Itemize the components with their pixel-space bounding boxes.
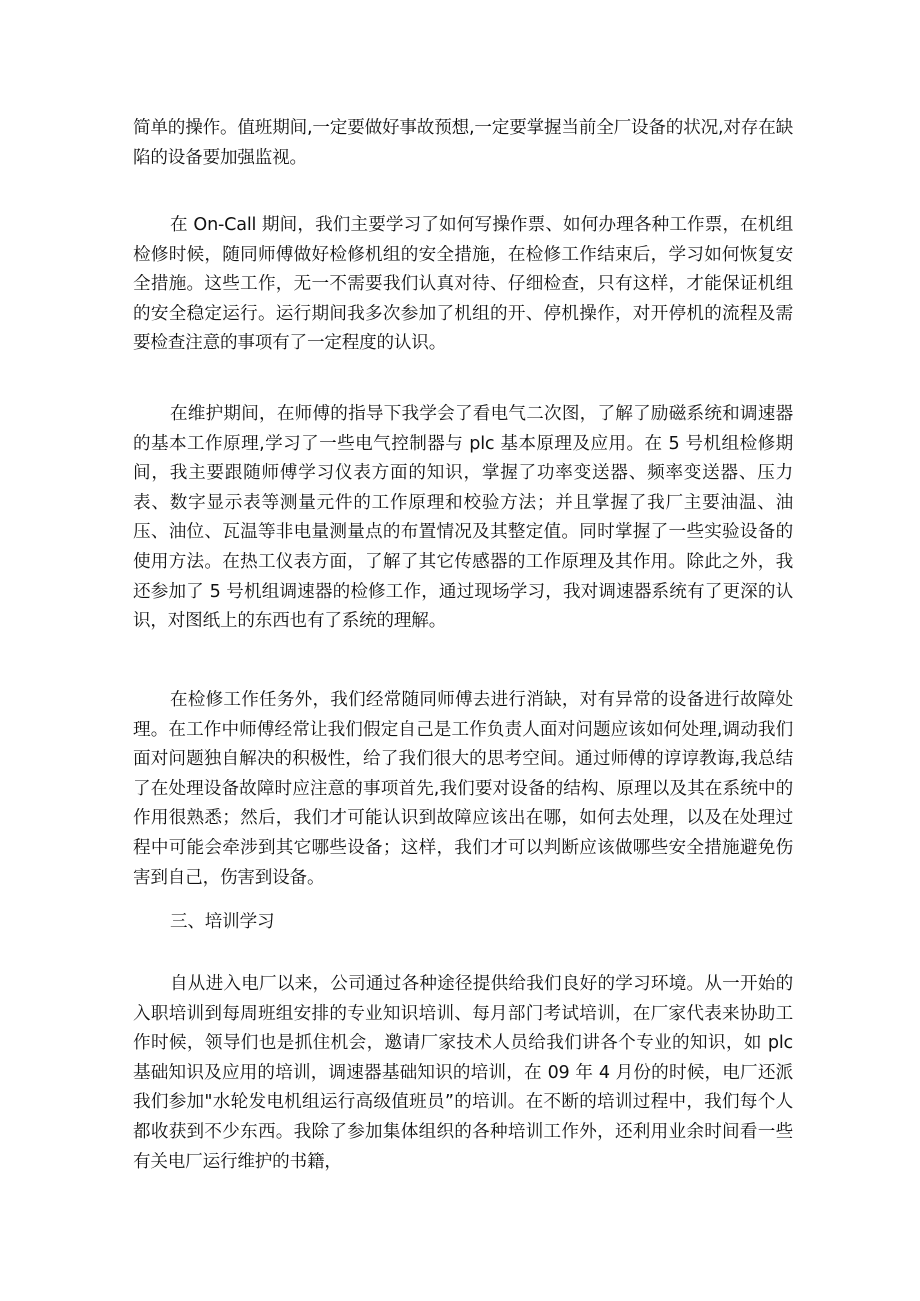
- section-heading: 三、培训学习: [170, 912, 275, 932]
- paragraph-1: 简单的操作。值班期间,一定要做好事故预想,一定要掌握当前全厂设备的状况,对存在缺陷的设备要加强监视。: [133, 118, 793, 168]
- paragraph-3: 在维护期间，在师傅的指导下我学会了看电气二次图，了解了励磁系统和调速器的基本工作原理,学习了一些电气控制器与 plc 基本原理及应用。在 5 号机组检修期间，我主要跟随师傅学习仪表方面的知识，掌握了功率变送器、频率变送器、压力表、数字显示表等测量元件的工作原理和校验方法；并且掌握了我厂主要油温、油压、油位、瓦温等非电量测量点的布置情况及其整定值。同时掌握了一些实验设备的使用方法。在热工仪表方面，了解了其它传感器的工作原理及其作用。除此之外，我还参加了 5 号机组调速器的检修工作，通过现场学习，我对调速器系统有了更深的认识，对图纸上的东西也有了系统的理解。: [133, 404, 793, 632]
- paragraph-2: 在 On-Call 期间，我们主要学习了如何写操作票、如何办理各种工作票，在机组检修时候，随同师傅做好检修机组的安全措施，在检修工作结束后，学习如何恢复安全措施。这些工作，无一不需要我们认真对待、仔细检查，只有这样，才能保证机组的安全稳定运行。运行期间我多次参加了机组的开、停机操作，对开停机的流程及需要检查注意的事项有了一定程度的认识。: [133, 215, 793, 354]
- paragraph-4: 在检修工作任务外，我们经常随同师傅去进行消缺，对有异常的设备进行故障处理。在工作中师傅经常让我们假定自己是工作负责人面对问题应该如何处理,调动我们面对问题独自解决的积极性，给了我们很大的思考空间。通过师傅的谆谆教诲,我总结了在处理设备故障时应注意的事项首先,我们要对设备的结构、原理以及其在系统中的作用很熟悉；然后，我们才可能认识到故障应该出在哪，如何去处理，以及在处理过程中可能会牵涉到其它哪些设备；这样，我们才可以判断应该做哪些安全措施避免伤害到自己，伤害到设备。: [133, 690, 793, 888]
- paragraph-5: 自从进入电厂以来，公司通过各种途径提供给我们良好的学习环境。从一开始的入职培训到每周班组安排的专业知识培训、每月部门考试培训，在厂家代表来协助工作时候，领导们也是抓住机会，邀请厂家技术人员给我们讲各个专业的知识，如 plc 基础知识及应用的培训，调速器基础知识的培训，在 09 年 4 月份的时候，电厂还派我们参加"水轮发电机组运行高级值班员”的培训。在不断的培训过程中，我们每个人都收获到不少东西。我除了参加集体组织的各种培训工作外，还利用业余时间看一些有关电厂运行维护的书籍，: [133, 974, 793, 1172]
